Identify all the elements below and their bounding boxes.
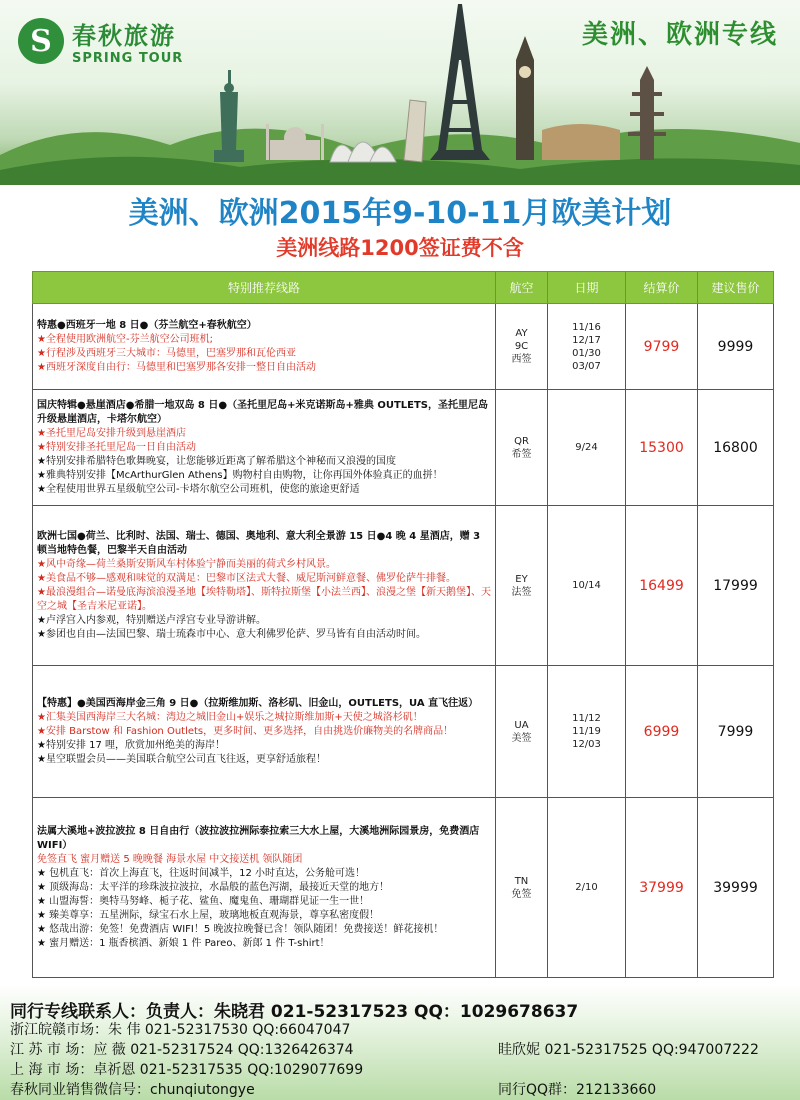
page-subtitle: 美洲线路1200签证费不含 (276, 236, 524, 260)
settle-price: 37999 (626, 798, 698, 978)
table-row (33, 390, 774, 506)
route-line: ★最浪漫组合—诺曼底海滨浪漫圣地【埃特勒塔】、斯特拉斯堡【小法兰西】、浪漫之堡【新天鹅堡】、天空之城【圣吉米尼亚诺】。 (37, 586, 491, 612)
route-description (33, 666, 496, 798)
route-line: ★风中奇缘—荷兰桑斯安斯风车村体验宁静而美丽的荷式乡村风景。 (37, 558, 336, 570)
departure-date: 12/03 (572, 739, 601, 750)
route-description (33, 390, 496, 506)
route-line: 欧洲七国●荷兰、比利时、法国、瑞士、德国、奥地利、意大利全景游 15 日●4 晚 4 星酒店，赠 3 顿当地特色餐，巴黎半天自由活动 (37, 530, 481, 556)
airline-line: 美签 (511, 732, 532, 744)
route-line: 【特惠】●美国西海岸金三角 9 日●（拉斯维加斯、洛杉矶、旧金山，OUTLETS，UA 直飞往返） (37, 697, 479, 709)
suggested-price: 16800 (698, 390, 774, 506)
route-line: 特惠●西班牙一地 8 日●（芬兰航空+春秋航空） (37, 319, 257, 331)
zhejiang-market: 浙江皖赣市场：朱 伟 021-52317530 QQ:66047047 (10, 1022, 351, 1038)
route-line: ★全程使用欧洲航空-芬兰航空公司班机; (37, 333, 213, 345)
route-line: ★全程使用世界五星级航空公司-卡塔尔航空公司班机，使您的旅途更舒适 (37, 483, 360, 495)
route-line: ★ 包机直飞：首次上海直飞，往返时间减半，12 小时直达，公务舱可选！ (37, 867, 366, 879)
route-line: ★圣托里尼岛安排升级到悬崖酒店 (37, 427, 186, 439)
route-line: ★西班牙深度自由行：马德里和巴塞罗那各安排一整日自由活动 (37, 361, 316, 373)
spring-tour-logo (18, 16, 183, 66)
date-cell (548, 798, 626, 978)
departure-date: 11/19 (572, 726, 601, 737)
jiangsu-market: 江 苏 市 场：应 薇 021-52317524 QQ:1326426374 (10, 1042, 354, 1058)
airline-line: 希签 (511, 448, 532, 460)
airline-line: 9C (514, 341, 529, 352)
route-line: ★ 山盟海誓：奥特马努峰、栀子花、鲨鱼、魔鬼鱼、珊瑚群见证一生一世！ (37, 895, 370, 907)
date-cell (548, 506, 626, 666)
settle-price: 15300 (626, 390, 698, 506)
route-description (33, 506, 496, 666)
settle-price: 6999 (626, 666, 698, 798)
route-line: ★安排 Barstow 和 Fashion Outlets，更多时间、更多选择，自由挑选价廉物美的名牌商品！ (37, 725, 454, 737)
header-banner (0, 0, 800, 185)
page-title: 美洲、欧洲2015年9-10-11月欧美计划 (128, 196, 672, 231)
airline-cell (496, 390, 548, 506)
airline-cell (496, 304, 548, 390)
route-line: ★汇集美国西海岸三大名城：湾边之城旧金山+娱乐之城拉斯维加斯+天使之城洛杉矶！ (37, 711, 423, 723)
jiangsu-market-second: 眭欣妮 021-52317525 QQ:947007222 (498, 1042, 759, 1058)
route-line: ★ 蜜月赠送：1 瓶香槟酒、新娘 1 件 Pareo、新郎 1 件 T-shirt！ (37, 937, 330, 949)
airline-cell (496, 798, 548, 978)
contact-person: 同行专线联系人：负责人：朱晓君 021-52317523 QQ：1029678637 (10, 1002, 579, 1022)
route-description (33, 798, 496, 978)
departure-date: 01/30 (572, 347, 601, 359)
departure-date: 11/12 (572, 713, 601, 724)
departure-date: 12/17 (572, 334, 601, 346)
route-line: 国庆特辑●悬崖酒店●希腊一地双岛 8 日●（圣托里尼岛+米克诺斯岛+雅典 OUTLETS，圣托里尼岛升级悬崖酒店，卡塔尔航空） (37, 399, 489, 425)
logo-mark: S (18, 18, 64, 64)
header-settle-price: 结算价 (626, 272, 698, 304)
table-row (33, 506, 774, 666)
airline-line: UA (514, 719, 529, 731)
table-row (33, 666, 774, 798)
route-line: 法属大溪地+波拉波拉 8 日自由行（波拉波拉洲际泰拉索三大水上屋，大溪地洲际园景房，免费酒店 WIFI） (37, 825, 480, 851)
date-cell (548, 390, 626, 506)
banner-title: 美洲、欧洲专线 (581, 20, 778, 50)
footer-contacts (0, 985, 800, 1100)
airline-line: TN (514, 875, 529, 887)
route-line: ★ 悠哉出游：免签！免费酒店 WIFI！5 晚波拉晚餐已含！领队随团！免费接送！鲜花接机！ (37, 923, 444, 935)
settle-price: 16499 (626, 506, 698, 666)
route-line: ★参团也自由—法国巴黎、瑞士琉森市中心、意大利佛罗伦萨、罗马皆有自由活动时间。 (37, 628, 426, 640)
departure-date: 03/07 (572, 360, 601, 372)
airline-line: 法签 (511, 586, 532, 598)
suggested-price: 9999 (698, 304, 774, 390)
qq-group: 同行QQ群：212133660 (498, 1082, 657, 1098)
route-line: ★行程涉及西班牙三大城市：马德里，巴塞罗那和瓦伦西亚 (37, 347, 296, 359)
settle-price: 9799 (626, 304, 698, 390)
date-cell (548, 666, 626, 798)
header-date: 日期 (548, 272, 626, 304)
airline-line: 西签 (511, 354, 532, 365)
departure-date: 2/10 (575, 882, 598, 893)
routes-table (32, 271, 774, 978)
route-line: ★卢浮宫入内参观，特别赠送卢浮宫专业导游讲解。 (37, 614, 266, 626)
suggested-price: 7999 (698, 666, 774, 798)
suggested-price: 17999 (698, 506, 774, 666)
airline-line: QR (514, 435, 529, 447)
route-line: ★星空联盟会员——美国联合航空公司直飞往返，更享舒适旅程！ (37, 753, 326, 765)
route-line: 免签直飞 蜜月赠送 5 晚晚餐 海景水屋 中文接送机 领队随团 (37, 853, 303, 865)
airline-line: AY (515, 328, 528, 339)
route-line: ★ 臻美尊享：五星洲际，绿宝石水上屋，玻璃地板直观海景，尊享私密度假！ (37, 909, 380, 921)
departure-date: 9/24 (575, 442, 598, 453)
table-row (33, 304, 774, 390)
route-line: ★特别安排圣托里尼岛一日自由活动 (37, 441, 196, 453)
departure-date: 11/16 (572, 321, 601, 333)
header-suggested-price: 建议售价 (698, 272, 774, 304)
wechat-id: 春秋同业销售微信号：chunqiutongye (10, 1082, 255, 1098)
header-airline: 航空 (496, 272, 548, 304)
airline-cell (496, 666, 548, 798)
departure-date: 10/14 (572, 580, 601, 591)
route-description (33, 304, 496, 390)
airline-line: EY (515, 573, 528, 585)
route-line: ★美食品不够—感观和味觉的双满足：巴黎市区法式大餐、威尼斯河鲜意餐、佛罗伦萨牛排餐。 (37, 572, 456, 584)
route-line: ★雅典特别安排【McArthurGlen Athens】购物村自由购物，让你再国外体验真正的血拼！ (37, 469, 443, 481)
logo-chinese-name: 春秋旅游 (72, 22, 176, 50)
suggested-price: 39999 (698, 798, 774, 978)
date-cell (548, 304, 626, 390)
route-line: ★特别安排 17 哩，欣赏加州绝美的海岸！ (37, 739, 226, 751)
header-route: 特别推荐线路 (33, 272, 496, 304)
airline-line: 免签 (511, 888, 532, 900)
route-line: ★ 顶级海岛：太平洋的珍珠波拉波拉，水晶般的蓝色泻湖，最接近天堂的地方！ (37, 881, 390, 893)
shanghai-market: 上 海 市 场：卓祈恩 021-52317535 QQ:1029077699 (10, 1062, 364, 1078)
table-header-row (33, 272, 774, 304)
logo-english-name: SPRING TOUR (72, 51, 184, 66)
route-line: ★特别安排希腊特色歌舞晚宴，让您能够近距离了解希腊这个神秘而又浪漫的国度 (37, 455, 396, 467)
airline-cell (496, 506, 548, 666)
table-row (33, 798, 774, 978)
